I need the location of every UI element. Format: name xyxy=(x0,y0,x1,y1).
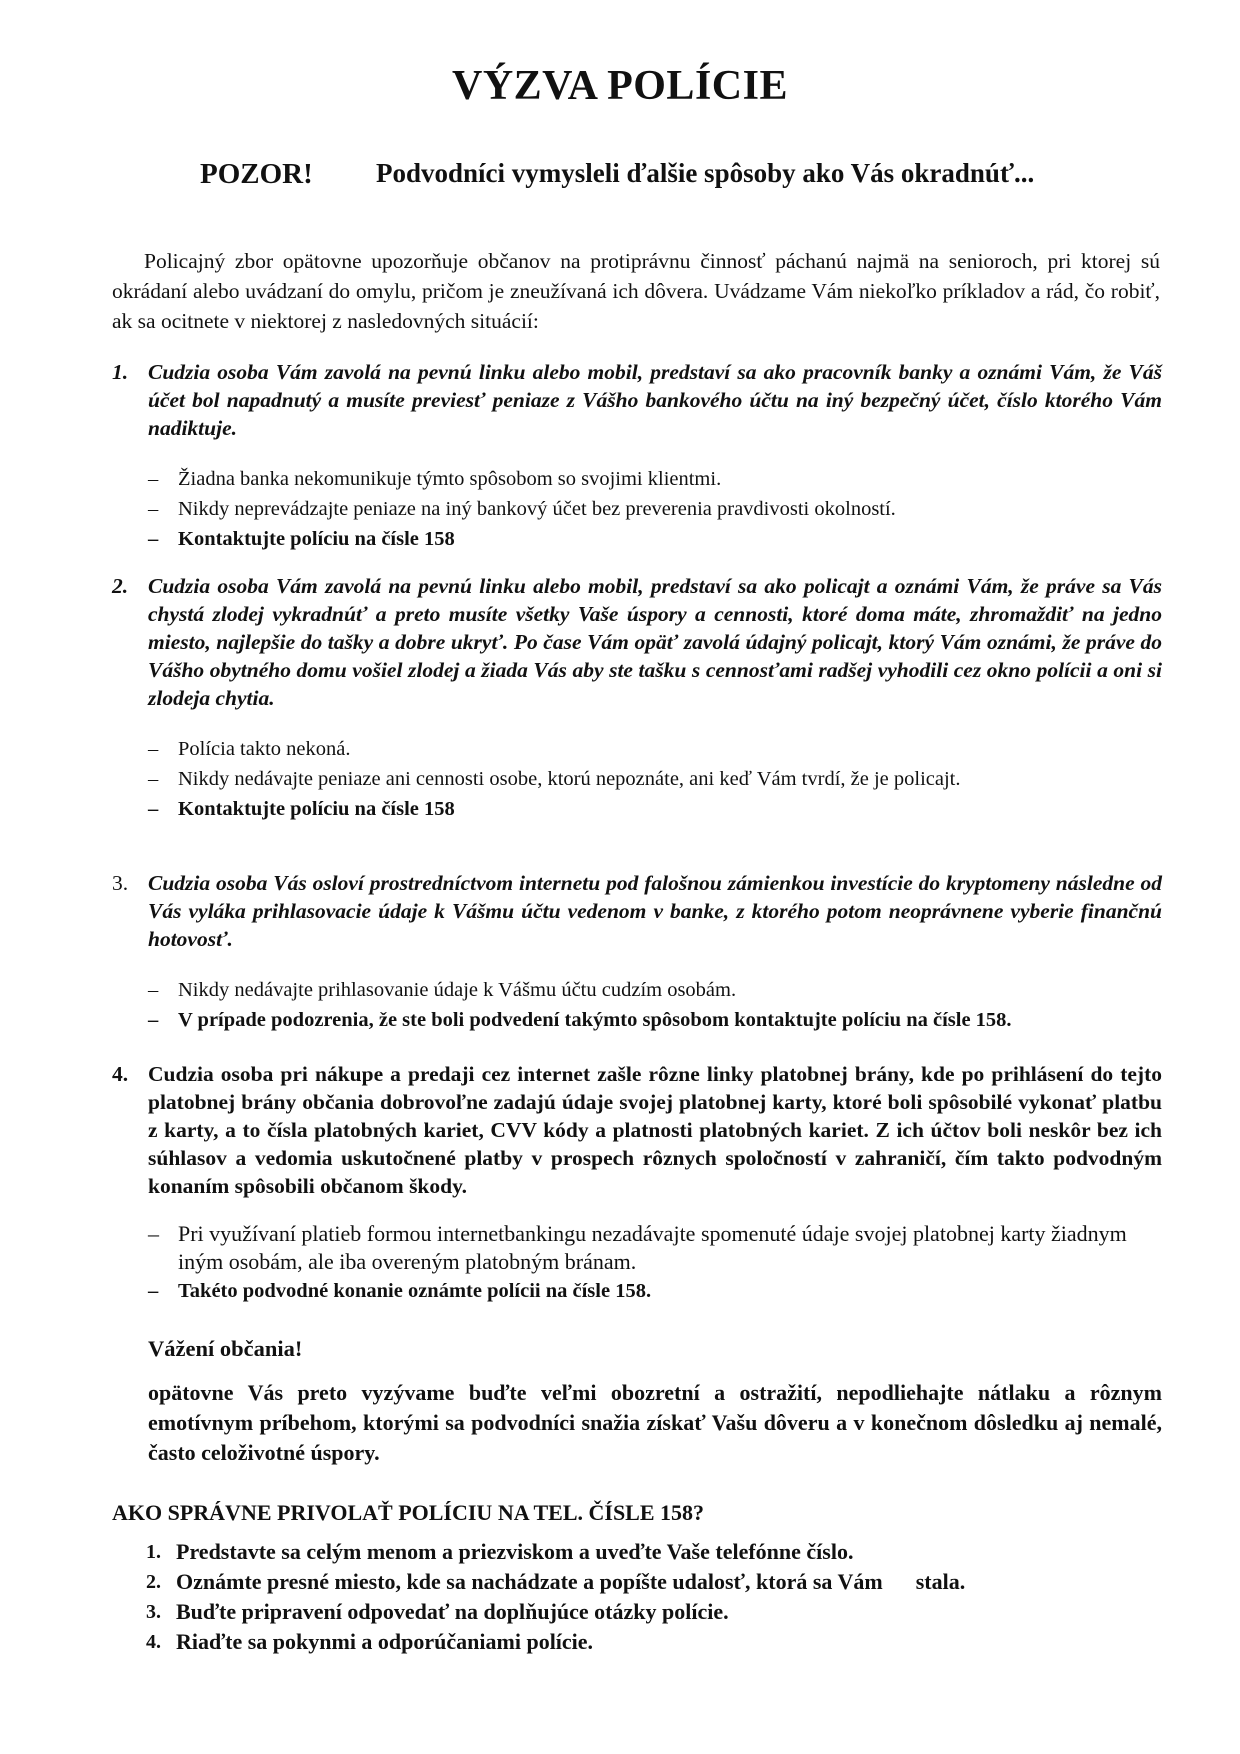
list-item xyxy=(146,1567,965,1597)
section-3 xyxy=(112,869,1162,1035)
section-number: 1. xyxy=(112,360,129,384)
call-steps-list xyxy=(146,1537,965,1657)
step-number: 4. xyxy=(146,1631,161,1653)
section-text: Cudzia osoba Vám zavolá na pevnú linku alebo mobil, predstaví sa ako policajt a oznámi Vám, že práve sa Vás chystá zlodej vykradnúť a preto musíte všetky Vaše úspory a cennosti, ktoré doma máte, zhromaždiť na jedno miesto, najlepšie do tašky a dobre ukryť. Po čase Vám opäť zavolá údajný policajt, ktorý Vám oznámi, že práve do Vášho obytného domu vošiel zlodej a žiada Vás aby ste tašku s cennosťami radšej vyhodili cez okno polícii a oni si zlodeja chytia. xyxy=(148,574,1162,710)
section-4 xyxy=(112,1060,1162,1306)
subtitle-text: Podvodníci vymysleli ďalšie spôsoby ako Vás okradnúť... xyxy=(376,158,1035,188)
section-1 xyxy=(112,358,1162,554)
advice-list xyxy=(148,734,1162,824)
list-item xyxy=(146,1597,965,1627)
list-item-text: Takéto podvodné konanie oznámte polícii na čísle 158. xyxy=(178,1280,652,1302)
document-title: VÝZVA POLÍCIE xyxy=(452,63,788,109)
appeal-text: opätovne Vás preto vyzývame buďte veľmi obozretní a ostražití, nepodliehajte nátlaku a rôznym emotívnym príbehom, ktorými sa podvodníci snažia získať Vašu dôveru a v konečnom dôsledku aj nemalé, často celoživotné úspory. xyxy=(148,1380,1162,1465)
appeal-block xyxy=(148,1334,1162,1468)
list-item-text: Nikdy neprevádzajte peniaze na iný bankový účet bez preverenia pravdivosti okolností. xyxy=(178,498,896,520)
intro-paragraph: Policajný zbor opätovne upozorňuje občanov na protiprávnu činnosť páchanú najmä na senioroch, pri ktorej sú okrádaní alebo uvádzaní do omylu, pričom je zneužívaná ich dôvera. Uvádzame Vám niekoľko príkladov a rád, čo robiť, ak sa ocitnete v niektorej z nasledovných situácií: xyxy=(112,249,1160,333)
list-item: – Žiadna banka nekomunikuje týmto spôsobom so svojimi klientmi. xyxy=(148,468,722,490)
list-item: – Takéto podvodné konanie oznámte polícii na čísle 158. xyxy=(148,1280,652,1302)
step-number: 2. xyxy=(146,1571,161,1593)
list-item: – Kontaktujte políciu na čísle 158 xyxy=(148,798,455,820)
list-item: – Polícia takto nekoná. xyxy=(148,738,351,760)
section-text: Cudzia osoba pri nákupe a predaji cez internet zašle rôzne linky platobnej brány, kde po prihlásení do tejto platobnej brány občania dobrovoľne zadajú údaje svojej platobnej karty, ktoré boli spôsobilé vykonať platbu z karty, a to čísla platobných kariet, CVV kódy a platnosti platobných kariet. Z ich účtov boli neskôr bez ich súhlasov a vedomia uskutočnené platby v prospech rôznych spoločností v zahraničí, čím takto podvodným konaním spôsobili občanom škody. xyxy=(148,1062,1162,1198)
warning-label: POZOR! xyxy=(200,158,313,190)
list-item xyxy=(146,1627,965,1657)
appeal-heading: Vážení občania! xyxy=(148,1336,303,1361)
list-item-text: Kontaktujte políciu na čísle 158 xyxy=(178,528,455,550)
advice-list xyxy=(148,1220,1162,1306)
step-text: Predstavte sa celým menom a priezviskom a uveďte Vaše telefónne číslo. xyxy=(176,1539,854,1564)
list-item-text: Kontaktujte políciu na čísle 158 xyxy=(178,798,455,820)
step-text: Oznámte presné miesto, kde sa nachádzate a popíšte udalosť, ktorá sa Vám stala. xyxy=(176,1569,966,1594)
section-number: 4. xyxy=(112,1062,129,1086)
section-text: Cudzia osoba Vám zavolá na pevnú linku alebo mobil, predstaví sa ako pracovník banky a oznámi Vám, že Váš účet bol napadnutý a musíte previesť peniaze z Vášho bankového účtu na iný bezpečný účet, číslo ktorého Vám nadiktuje. xyxy=(148,360,1162,440)
list-item-text: V prípade podozrenia, že ste boli podvedení takýmto spôsobom kontaktujte políciu na čísle 158. xyxy=(178,1009,1012,1031)
section-number: 3. xyxy=(112,871,129,895)
list-item-text: Pri využívaní platieb formou internetbankingu nezadávajte spomenuté údaje svojej platobnej karty žiadnym iným osobám, ale iba overeným platobným bránam. xyxy=(178,1221,1127,1274)
section-2 xyxy=(112,572,1162,824)
step-text: Buďte pripravení odpovedať na doplňujúce otázky polície. xyxy=(176,1599,729,1624)
step-number: 3. xyxy=(146,1601,161,1623)
list-item: – Nikdy nedávajte prihlasovanie údaje k Vášmu účtu cudzím osobám. xyxy=(148,979,737,1001)
advice-list xyxy=(148,464,1162,554)
list-item: – Pri využívaní platieb formou internetbankingu nezadávajte spomenuté údaje svojej platobnej karty žiadnym iným osobám, ale iba overeným platobným bránam. xyxy=(148,1221,1127,1274)
list-item: – V prípade podozrenia, že ste boli podvedení takýmto spôsobom kontaktujte políciu na čísle 158. xyxy=(148,1009,1012,1031)
list-item: – Kontaktujte políciu na čísle 158 xyxy=(148,528,455,550)
list-item-text: Žiadna banka nekomunikuje týmto spôsobom so svojimi klientmi. xyxy=(178,468,722,490)
list-item-text: Polícia takto nekoná. xyxy=(178,738,351,760)
list-item xyxy=(146,1537,965,1567)
list-item: – Nikdy neprevádzajte peniaze na iný bankový účet bez preverenia pravdivosti okolností. xyxy=(148,498,896,520)
section-text: Cudzia osoba Vás osloví prostredníctvom internetu pod falošnou zámienkou investície do kryptomeny následne od Vás vyláka prihlasovacie údaje k Vášmu účtu vedenom v banke, z ktorého potom neoprávnene vyberie finančnú hotovosť. xyxy=(148,871,1162,951)
call-police-heading: AKO SPRÁVNE PRIVOLAŤ POLÍCIU NA TEL. ČÍSLE 158? xyxy=(112,1500,705,1525)
list-item-text: Nikdy nedávajte prihlasovanie údaje k Vášmu účtu cudzím osobám. xyxy=(178,979,737,1001)
advice-list xyxy=(148,975,1162,1035)
step-text: Riaďte sa pokynmi a odporúčaniami polície. xyxy=(176,1629,594,1654)
list-item-text: Nikdy nedávajte peniaze ani cennosti osobe, ktorú nepoznáte, ani keď Vám tvrdí, že je policajt. xyxy=(178,768,961,790)
section-number: 2. xyxy=(112,574,129,598)
step-number: 1. xyxy=(146,1541,161,1563)
list-item: – Nikdy nedávajte peniaze ani cennosti osobe, ktorú nepoznáte, ani keď Vám tvrdí, že je policajt. xyxy=(148,768,961,790)
